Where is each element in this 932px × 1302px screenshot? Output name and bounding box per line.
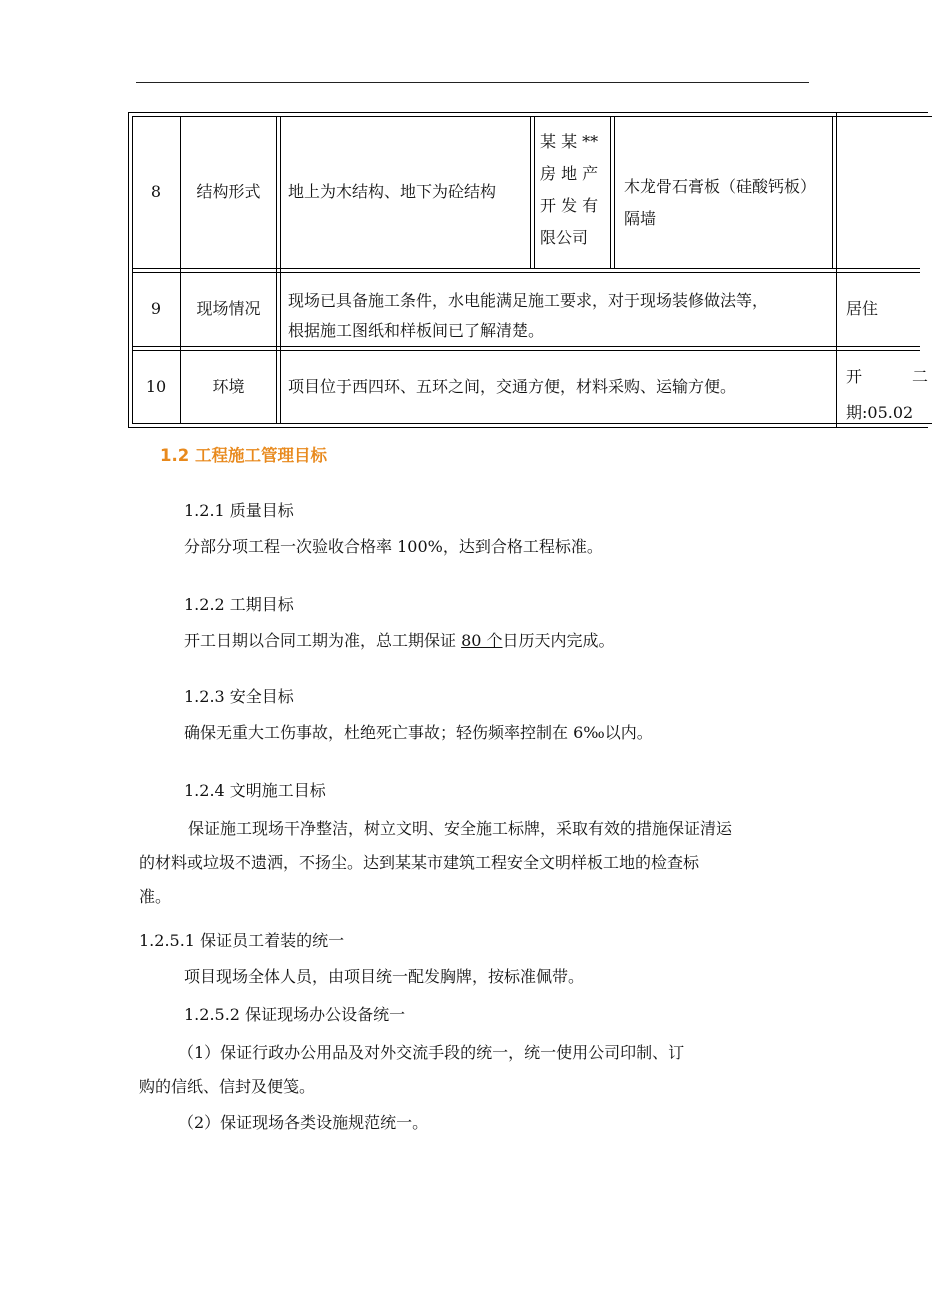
- uniform-text: 项目现场全体人员，由项目统一配发胸牌，按标准佩带。: [184, 967, 585, 986]
- col-divider: [610, 116, 611, 268]
- col-divider: [276, 116, 277, 424]
- schedule-text-after: 日历天内完成。: [502, 631, 615, 650]
- col-divider: [530, 116, 531, 268]
- office-item2: （2）保证现场各类设施规范统一。: [178, 1113, 429, 1132]
- uniform-heading: 1.2.5.1 保证员工着装的统一: [139, 931, 345, 950]
- row9-desc-line1: 现场已具备施工条件，水电能满足施工要求，对于现场装修做法等，: [288, 291, 769, 310]
- col-divider: [832, 116, 833, 268]
- row-divider: [132, 346, 920, 347]
- row10-description: 项目位于西四环、五环之间，交通方便，材料采购、运输方便。: [288, 377, 737, 396]
- office-heading: 1.2.5.2 保证现场办公设备统一: [184, 1005, 406, 1024]
- row10-item: 环境: [212, 377, 245, 396]
- row10-number: 10: [145, 377, 167, 396]
- col-divider: [836, 112, 837, 428]
- schedule-text: [184, 630, 615, 652]
- row9-side: 居住: [846, 299, 879, 318]
- company-line: 某 某 **: [540, 132, 599, 151]
- company-line: 限公司: [540, 228, 589, 247]
- row8-partition-line1: 木龙骨石膏板（硅酸钙板）: [624, 177, 817, 196]
- safety-text: 确保无重大工伤事故，杜绝死亡事故；轻伤频率控制在 6‰以内。: [184, 723, 653, 742]
- row10-side-line2: 期:05.02: [846, 403, 914, 422]
- row9-item: 现场情况: [196, 299, 261, 318]
- company-line: 房 地 产: [540, 164, 599, 183]
- quality-heading: 1.2.1 质量目标: [184, 501, 294, 520]
- civilized-text-line2: 的材料或垃圾不遗洒，不扬尘。达到某某市建筑工程安全文明样板工地的检查标: [139, 853, 700, 872]
- company-line: 开 发 有: [540, 196, 599, 215]
- office-item1-line1: （1）保证行政办公用品及对外交流手段的统一，统一使用公司印制、订: [178, 1043, 685, 1062]
- row8-description: 地上为木结构、地下为砼结构: [288, 182, 497, 201]
- row-divider: [132, 268, 920, 269]
- row8-partition-line2: 隔墙: [624, 209, 657, 228]
- col-divider: [280, 116, 281, 424]
- row8-number: 8: [150, 182, 162, 201]
- schedule-text-before: 开工日期以合同工期为准，总工期保证: [184, 631, 462, 650]
- row10-side-line1: 开: [846, 367, 863, 386]
- schedule-heading: 1.2.2 工期目标: [184, 595, 294, 614]
- row9-number: 9: [150, 299, 162, 318]
- row10-side-line1b: 二: [912, 367, 929, 386]
- safety-heading: 1.2.3 安全目标: [184, 687, 294, 706]
- civilized-heading: 1.2.4 文明施工目标: [184, 781, 326, 800]
- col-divider: [534, 116, 535, 268]
- row8-item: 结构形式: [196, 182, 261, 201]
- row8-company: [540, 126, 608, 254]
- row9-desc-line2: 根据施工图纸和样板间已了解清楚。: [288, 321, 545, 340]
- civilized-text-line1: 保证施工现场干净整洁，树立文明、安全施工标牌，采取有效的措施保证清运: [188, 819, 733, 838]
- section-title: 1.2 工程施工管理目标: [160, 446, 327, 465]
- header-rule: [136, 82, 809, 83]
- col-divider: [614, 116, 615, 268]
- office-item1-line2: 购的信纸、信封及便笺。: [139, 1077, 316, 1096]
- civilized-text-line3: 准。: [139, 887, 172, 906]
- quality-text: 分部分项工程一次验收合格率 100%，达到合格工程标准。: [184, 537, 603, 556]
- schedule-duration: 80 个: [461, 631, 503, 650]
